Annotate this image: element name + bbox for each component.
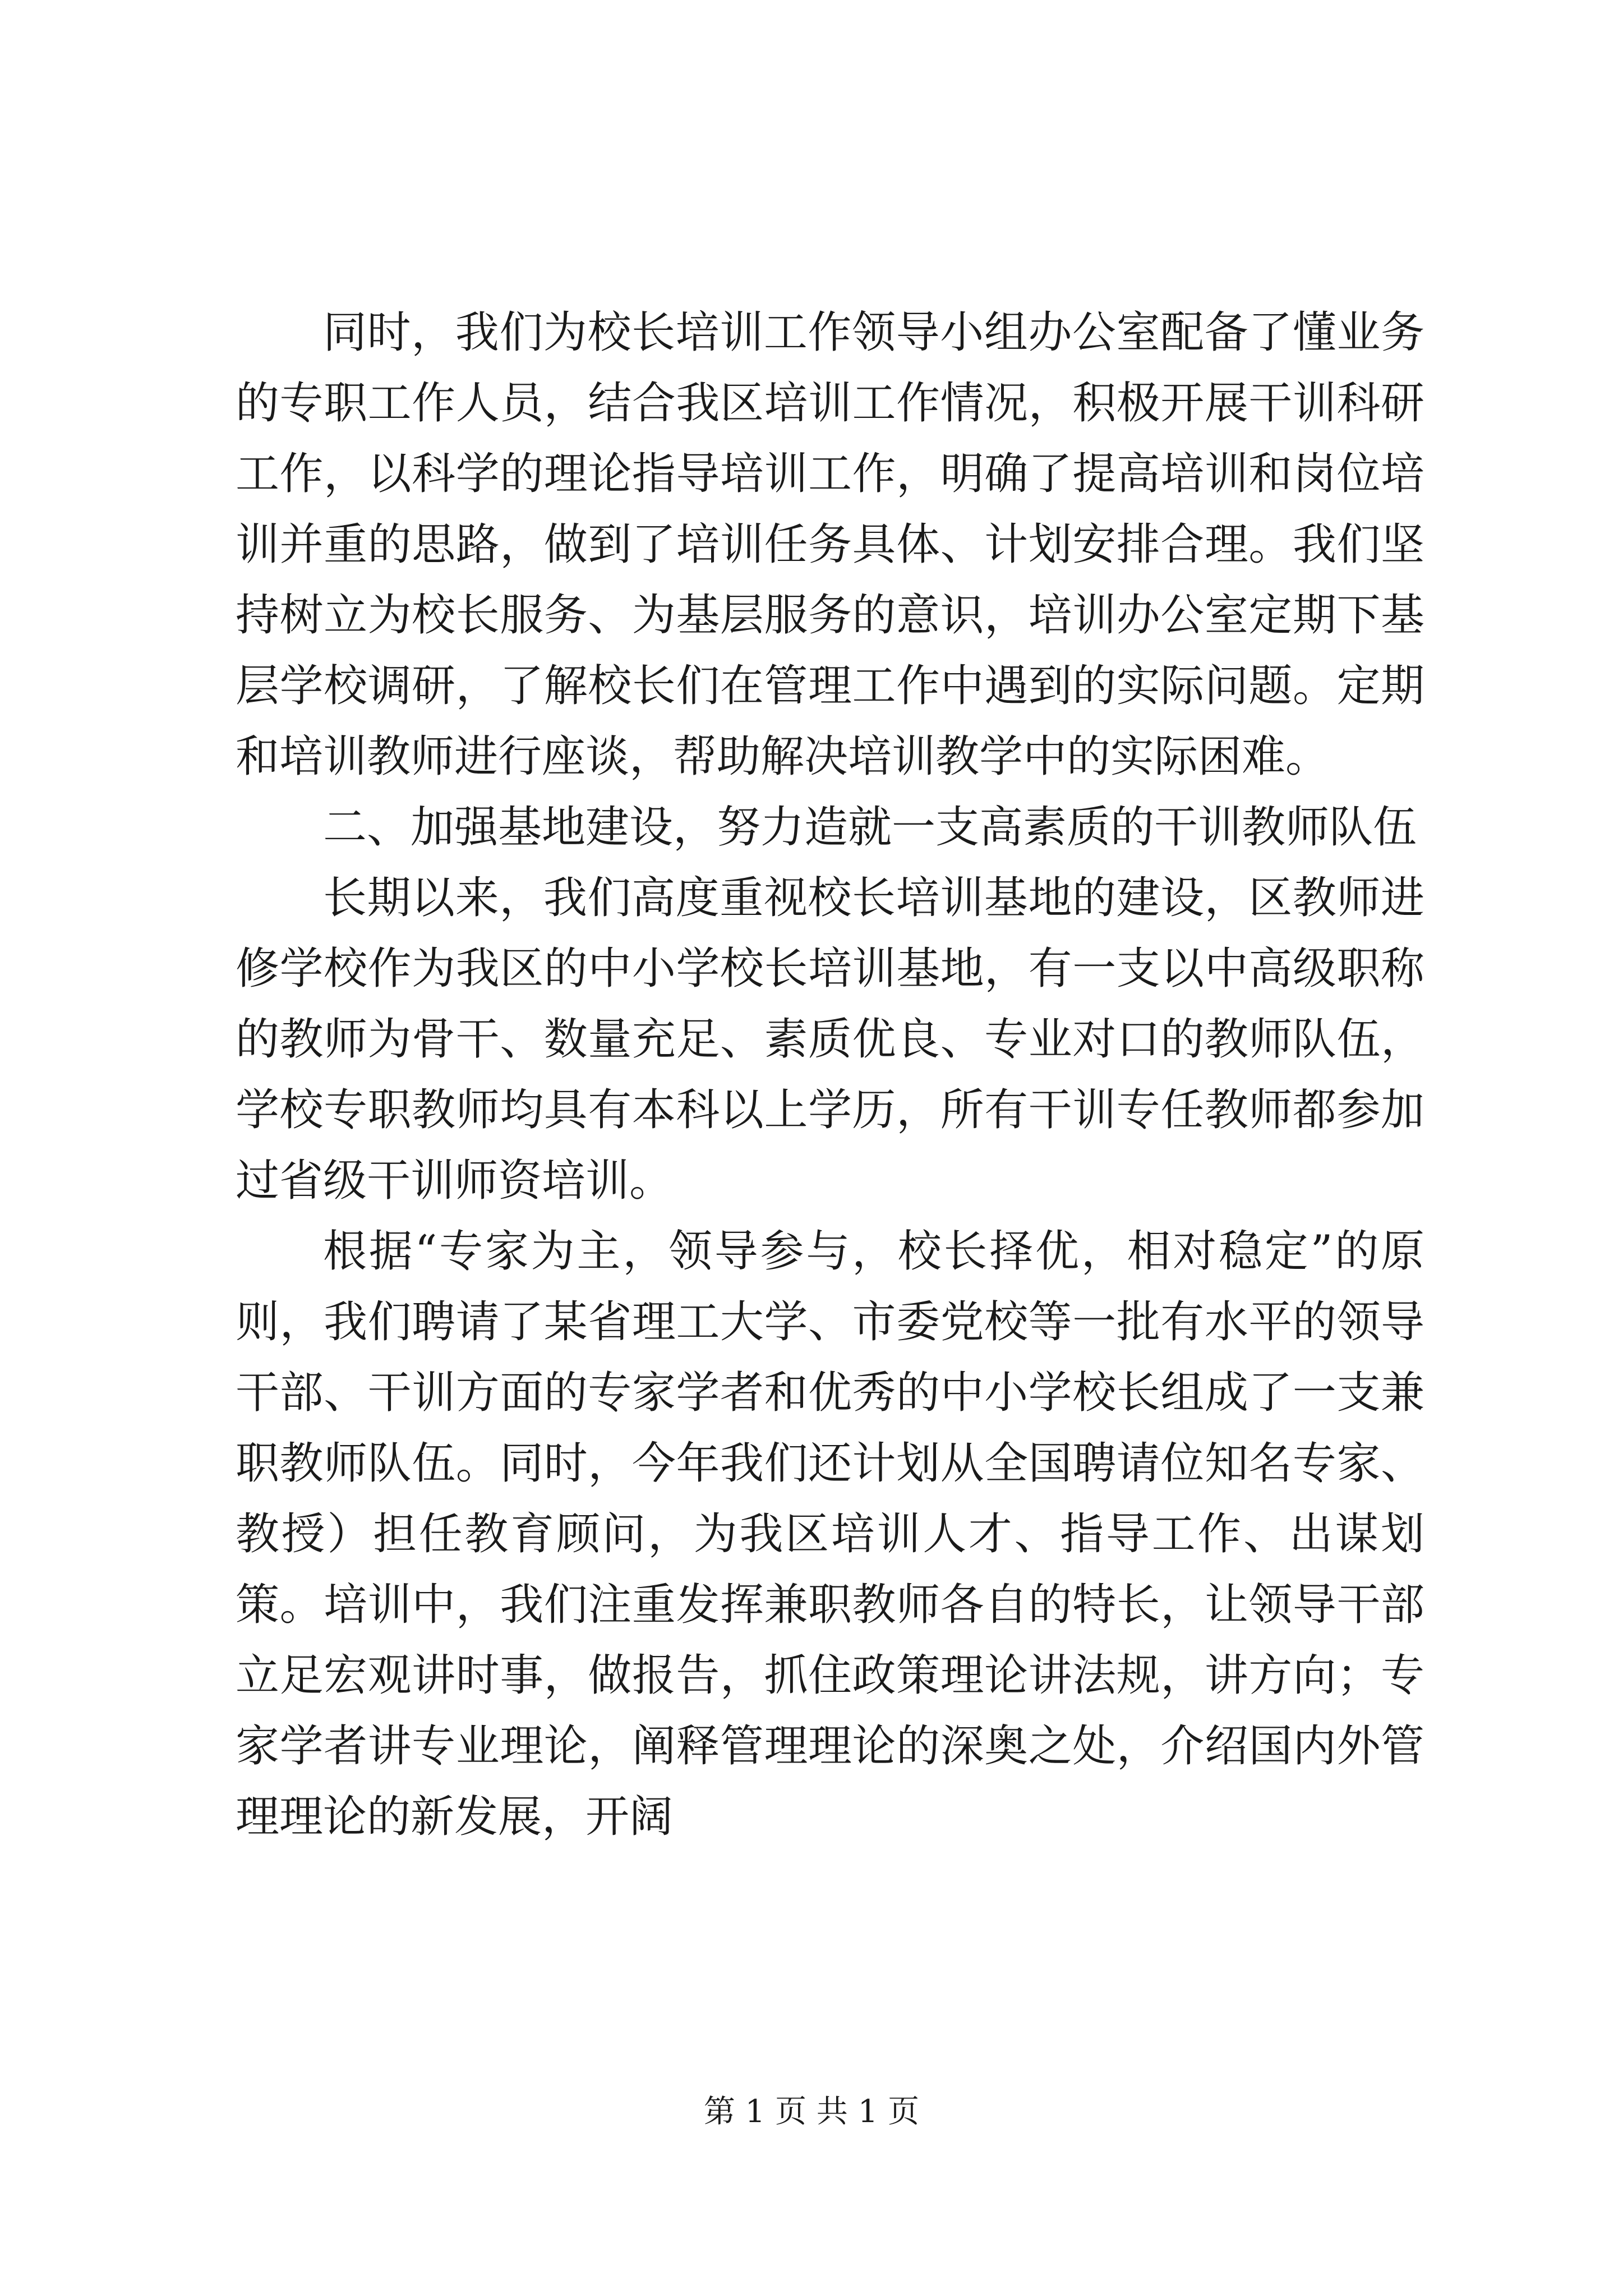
- document-body: [236, 297, 1424, 1852]
- paragraph-staffing: 同时，我们为校长培训工作领导小组办公室配备了懂业务的专职工作人员，结合我区培训工作情况，积极开展干训科研工作，以科学的理论指导培训工作，明确了提高培训和岗位培训并重的思路，做到了培训任务具体、计划安排合理。我们坚持树立为校长服务、为基层服务的意识，培训办公室定期下基层学校调研，了解校长们在管理工作中遇到的实际问题。定期和培训教师进行座谈，帮助解决培训教学中的实际困难。: [236, 307, 1424, 782]
- page-number-footer: 第 1 页 共 1 页: [703, 2093, 920, 2130]
- section-heading-2: 二、加强基地建设，努力造就一支高素质的干训教师队伍: [323, 802, 1417, 853]
- paragraph-part-time-teachers: 根据“专家为主，领导参与，校长择优，相对稳定”的原则，我们聘请了某省理工大学、市委党校等一批有水平的领导干部、干训方面的专家学者和优秀的中小学校长组成了一支兼职教师队伍。同时，今年我们还计划从全国聘请位知名专家、教授）担任教育顾问，为我区培训人才、指导工作、出谋划策。培训中，我们注重发挥兼职教师各自的特长，让领导干部立足宏观讲时事，做报告，抓住政策理论讲法规，讲方向；专家学者讲专业理论，阐释管理理论的深奥之处，介绍国内外管理理论的新发展，开阔: [236, 1226, 1424, 1842]
- paragraph-training-base: 长期以来，我们高度重视校长培训基地的建设，区教师进修学校作为我区的中小学校长培训基地，有一支以中高级职称的教师为骨干、数量充足、素质优良、专业对口的教师队伍，学校专职教师均具有本科以上学历，所有干训专任教师都参加过省级干训师资培训。: [236, 873, 1424, 1206]
